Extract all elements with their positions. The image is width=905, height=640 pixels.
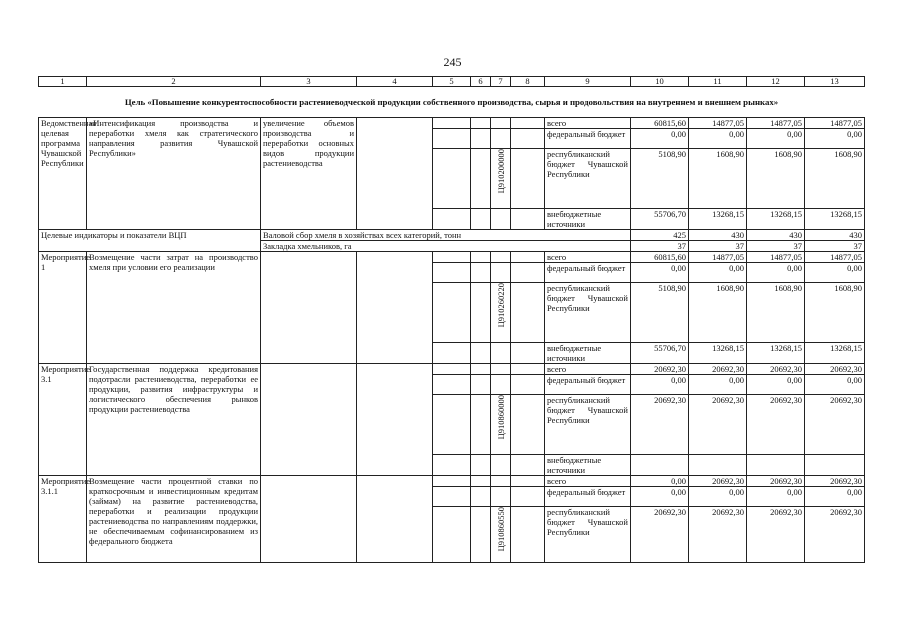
value-cell: 0,00 xyxy=(631,129,689,149)
value-cell: 5108,90 xyxy=(631,149,689,209)
value-cell: 0,00 xyxy=(805,263,865,283)
value-cell: 37 xyxy=(805,241,865,252)
indicators-label: Целевые индикаторы и показатели ВЦП xyxy=(39,230,261,252)
value-cell: 1608,90 xyxy=(689,149,747,209)
table-row xyxy=(39,364,865,375)
value-cell: 20692,30 xyxy=(747,476,805,487)
source-label: республиканский бюджет Чувашской Республики xyxy=(545,507,631,563)
source-label: всего xyxy=(545,118,631,129)
measure-name: Государственная поддержка кредитования подотрасли растениеводства, переработки ее продукции, развития инфраструктуры и логистического обеспечения рынков продукции растениеводства xyxy=(87,364,261,476)
value-cell: 1608,90 xyxy=(747,283,805,343)
measure-type: Мероприятие 3.1 xyxy=(39,364,87,476)
source-label: всего xyxy=(545,252,631,263)
col-header: 6 xyxy=(471,77,491,87)
source-label: федеральный бюджет xyxy=(545,487,631,507)
value-cell: 20692,30 xyxy=(689,395,747,455)
col-header: 11 xyxy=(689,77,747,87)
value-cell: 0,00 xyxy=(805,487,865,507)
program-type: Ведомственная целевая программа Чувашской Республики xyxy=(39,118,87,230)
value-cell: 14877,05 xyxy=(805,252,865,263)
value-cell: 13268,15 xyxy=(747,209,805,230)
col-header: 2 xyxy=(87,77,261,87)
value-cell: 0,00 xyxy=(631,263,689,283)
value-cell: 425 xyxy=(631,230,689,241)
source-label: внебюджетные источники xyxy=(545,343,631,364)
value-cell: 37 xyxy=(747,241,805,252)
value-cell: 14877,05 xyxy=(805,118,865,129)
source-label: федеральный бюджет xyxy=(545,263,631,283)
value-cell: 60815,60 xyxy=(631,118,689,129)
value-cell: 13268,15 xyxy=(689,209,747,230)
col-header: 4 xyxy=(357,77,433,87)
value-cell: 0,00 xyxy=(631,487,689,507)
value-cell: 13268,15 xyxy=(805,209,865,230)
source-label: республиканский бюджет Чувашской Республики xyxy=(545,283,631,343)
value-cell: 0,00 xyxy=(689,487,747,507)
value-cell: 0,00 xyxy=(747,487,805,507)
program-name: «Интенсификация производства и переработки хмеля как стратегического направления развития Чувашской Республики» xyxy=(87,118,261,230)
measure-code: Ц910260220 xyxy=(495,283,506,328)
measure-code: Ц910860000 xyxy=(495,395,506,440)
value-cell: 0,00 xyxy=(631,375,689,395)
value-cell: 0,00 xyxy=(689,375,747,395)
goal-row xyxy=(39,87,865,118)
value-cell: 20692,30 xyxy=(689,364,747,375)
value-cell: 0,00 xyxy=(747,263,805,283)
value-cell: 20692,30 xyxy=(747,395,805,455)
col-header: 8 xyxy=(511,77,545,87)
source-label: республиканский бюджет Чувашской Республики xyxy=(545,395,631,455)
col-header: 12 xyxy=(747,77,805,87)
col-header: 9 xyxy=(545,77,631,87)
column-number-row xyxy=(39,77,865,87)
value-cell: 0,00 xyxy=(805,129,865,149)
indicator-row xyxy=(39,230,865,241)
value-cell: 1608,90 xyxy=(747,149,805,209)
source-label: внебюджетные источники xyxy=(545,455,631,476)
value-cell: 14877,05 xyxy=(689,118,747,129)
value-cell: 430 xyxy=(747,230,805,241)
indicator-name: Закладка хмельников, га xyxy=(261,241,631,252)
value-cell: 20692,30 xyxy=(747,364,805,375)
table-row xyxy=(39,118,865,129)
value-cell: 0,00 xyxy=(689,129,747,149)
value-cell: 0,00 xyxy=(747,129,805,149)
measure-name: Возмещение части затрат на производство хмеля при условии его реализации xyxy=(87,252,261,364)
col-header: 13 xyxy=(805,77,865,87)
col-header: 1 xyxy=(39,77,87,87)
value-cell: 5108,90 xyxy=(631,283,689,343)
measure-code: Ц910860550 xyxy=(495,507,506,552)
value-cell: 20692,30 xyxy=(631,364,689,375)
value-cell: 20692,30 xyxy=(689,507,747,563)
value-cell xyxy=(747,455,805,476)
col-header: 7 xyxy=(491,77,511,87)
value-cell: 37 xyxy=(631,241,689,252)
value-cell xyxy=(689,455,747,476)
value-cell: 0,00 xyxy=(805,375,865,395)
col-header: 3 xyxy=(261,77,357,87)
value-cell: 430 xyxy=(689,230,747,241)
value-cell: 13268,15 xyxy=(689,343,747,364)
page-number: 245 xyxy=(443,55,462,69)
value-cell: 0,00 xyxy=(747,375,805,395)
table-row xyxy=(39,476,865,487)
value-cell: 13268,15 xyxy=(805,343,865,364)
value-cell: 20692,30 xyxy=(631,507,689,563)
value-cell: 14877,05 xyxy=(689,252,747,263)
value-cell: 20692,30 xyxy=(689,476,747,487)
value-cell: 14877,05 xyxy=(747,252,805,263)
value-cell: 1608,90 xyxy=(689,283,747,343)
source-label: республиканский бюджет Чувашской Республики xyxy=(545,149,631,209)
value-cell: 20692,30 xyxy=(631,395,689,455)
value-cell: 20692,30 xyxy=(805,476,865,487)
col-header: 5 xyxy=(433,77,471,87)
indicator-name: Валовой сбор хмеля в хозяйствах всех категорий, тонн xyxy=(261,230,631,241)
program-code: Ц910200000 xyxy=(495,149,506,194)
source-label: федеральный бюджет xyxy=(545,375,631,395)
value-cell: 430 xyxy=(805,230,865,241)
value-cell: 0,00 xyxy=(689,263,747,283)
value-cell: 20692,30 xyxy=(805,507,865,563)
measure-name: Возмещение части процентной ставки по краткосрочным и инвестиционным кредитам (займам) на развитие растениеводства, переработки и реализации продукции растениеводства по направлениям поддержки, не обеспечиваемым софинансированием из федерального бюджета xyxy=(87,476,261,563)
value-cell xyxy=(631,455,689,476)
value-cell: 1608,90 xyxy=(805,283,865,343)
value-cell: 60815,60 xyxy=(631,252,689,263)
source-label: федеральный бюджет xyxy=(545,129,631,149)
source-label: всего xyxy=(545,364,631,375)
measure-type: Мероприятие 1 xyxy=(39,252,87,364)
value-cell: 20692,30 xyxy=(805,395,865,455)
col-header: 10 xyxy=(631,77,689,87)
budget-table xyxy=(38,76,865,563)
value-cell xyxy=(805,455,865,476)
value-cell: 55706,70 xyxy=(631,209,689,230)
value-cell: 1608,90 xyxy=(805,149,865,209)
value-cell: 55706,70 xyxy=(631,343,689,364)
value-cell: 20692,30 xyxy=(747,507,805,563)
table-row xyxy=(39,252,865,263)
value-cell: 37 xyxy=(689,241,747,252)
measure-type: Мероприятие 3.1.1 xyxy=(39,476,87,563)
source-label: всего xyxy=(545,476,631,487)
goal-title: Цель «Повышение конкурентоспособности растениеводческой продукции собственного производства, сырья и продовольствия на внутреннем и внешнем рынках» xyxy=(39,87,865,118)
value-cell: 14877,05 xyxy=(747,118,805,129)
source-label: внебюджетные источники xyxy=(545,209,631,230)
value-cell: 0,00 xyxy=(631,476,689,487)
value-cell: 13268,15 xyxy=(747,343,805,364)
value-cell: 20692,30 xyxy=(805,364,865,375)
program-result: увеличение объемов производства и переработки основных видов продукции растениеводства xyxy=(261,118,357,230)
